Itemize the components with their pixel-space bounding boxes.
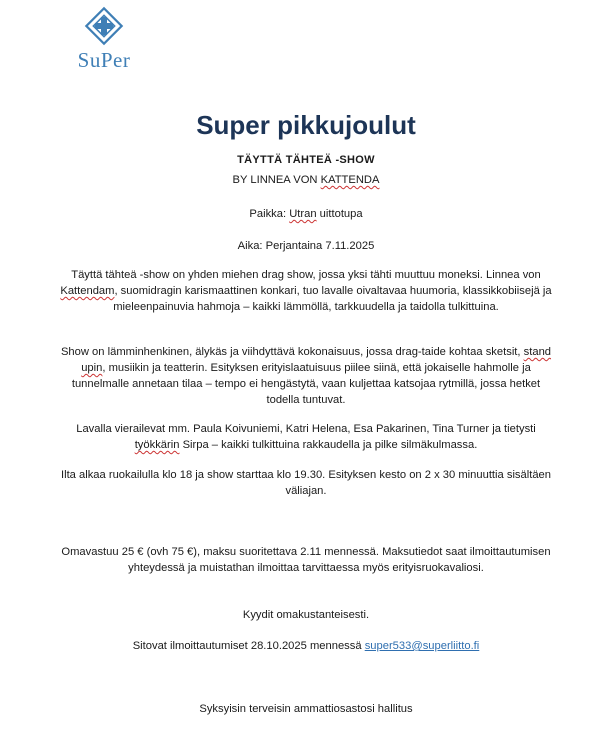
paragraph-intro xyxy=(60,267,552,315)
para3-friend: työkkärin xyxy=(134,439,180,451)
rides-note: Kyydit omakustanteisesti. xyxy=(242,609,370,621)
signup-email-link[interactable]: super533@superliitto.fi xyxy=(364,640,480,652)
page-title: Super pikkujoulut xyxy=(196,110,416,140)
super-logo xyxy=(68,6,140,72)
place-name: Utran xyxy=(289,208,317,220)
signup-text: Sitovat ilmoittautumiset 28.10.2025 mennessä xyxy=(132,640,365,652)
paragraph-payment: Omavastuu 25 € (ovh 75 €), maksu suoritettava 2.11 mennessä. Maksutiedot saat ilmoittautumisen yhteydessä ja muistathan ilmoittaa tarvittaessa myös erityisruokavaliosi. xyxy=(61,546,551,574)
closing-line: Syksyisin terveisin ammattiosastosi hallitus xyxy=(199,703,413,715)
para3-b: Sirpa – kaikki tulkittuina rakkaudella ja pilke silmäkulmassa. xyxy=(179,439,478,451)
para2-a: Show on lämminhenkinen, älykäs ja viihdyttävä kokonaisuus, jossa drag-taide kohtaa sketsit, xyxy=(60,346,524,358)
byline-prefix: BY LINNEA VON xyxy=(232,174,321,186)
super-logo-text: SuPer xyxy=(77,48,131,72)
event-time: Aika: Perjantaina 7.11.2025 xyxy=(237,240,375,252)
show-subtitle: TÄYTTÄ TÄHTEÄ -SHOW xyxy=(237,154,375,166)
para2-standup: stand upin xyxy=(81,346,552,374)
paragraph-description xyxy=(60,344,552,408)
para1-name: Kattendam xyxy=(60,285,115,297)
paragraph-guests xyxy=(60,421,552,453)
place-rest: uittotupa xyxy=(316,208,363,220)
paragraph-schedule: Ilta alkaa ruokailulla klo 18 ja show starttaa klo 19.30. Esityksen kesto on 2 x 30 minuuttia sisältäen väliajan. xyxy=(60,469,552,497)
signup-line xyxy=(60,638,552,654)
para3-a: Lavalla vierailevat mm. Paula Koivuniemi, Katri Helena, Esa Pakarinen, Tina Turner ja tietysti xyxy=(76,423,536,435)
event-place xyxy=(60,206,552,222)
para1-a: Täyttä tähteä -show on yhden miehen drag show, jossa yksi tähti muuttuu moneksi. Linnea von xyxy=(71,269,541,281)
byline xyxy=(60,172,552,188)
super-emblem-icon xyxy=(84,6,124,46)
place-label: Paikka: xyxy=(249,208,290,220)
byline-name: KATTENDA xyxy=(320,174,380,186)
para1-b: , suomidragin karismaattinen konkari, tuo lavalle oivaltavaa huumoria, klassikkobiisejä ja mieleenpainuvia hahmoja – kaikki lämmöllä, tarkkuudella ja taidolla tulkittuina. xyxy=(113,285,552,313)
para2-b: , musiikin ja teatterin. Esityksen erityislaatuisuus piilee siinä, että jokaiselle hahmolle ja tunnelmalle annetaan tilaa – tempo ei hengästytä, vaan kuljettaa katsojaa rytmillä, jossa hetket todella tuntuvat. xyxy=(71,362,541,406)
